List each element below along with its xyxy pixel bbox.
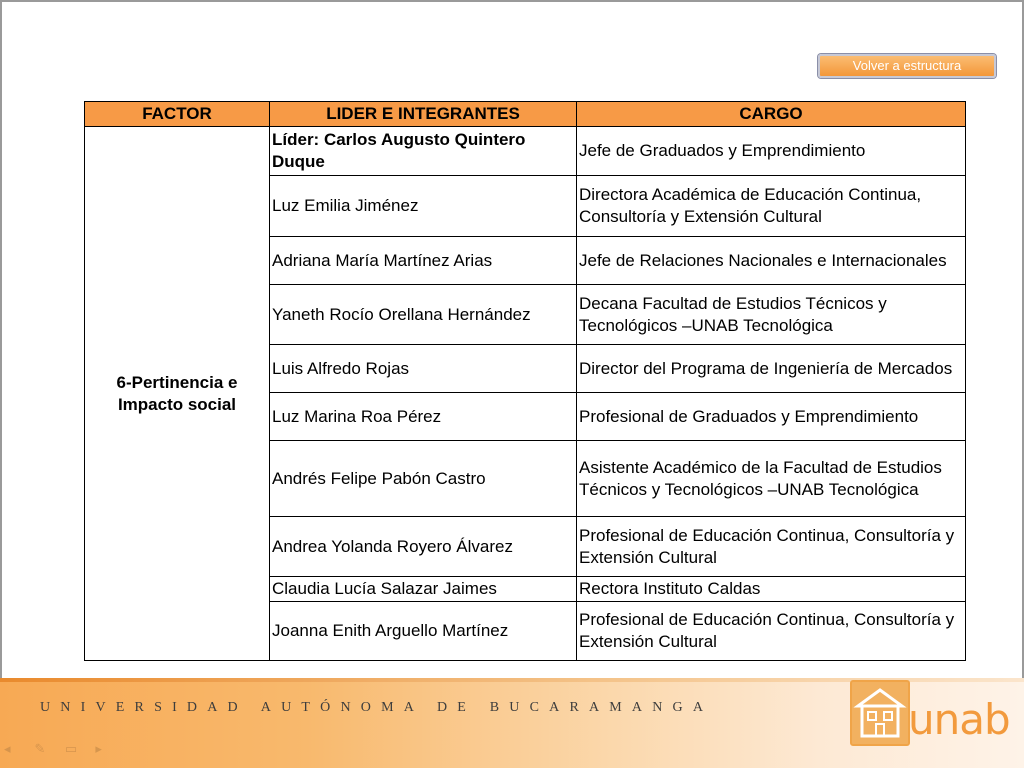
building-icon [850, 680, 910, 746]
member-name: Joanna Enith Arguello Martínez [270, 602, 577, 661]
member-role: Profesional de Graduados y Emprendimiento [577, 393, 966, 441]
header-members: LIDER E INTEGRANTES [270, 102, 577, 127]
member-name: Líder: Carlos Augusto Quintero Duque [270, 127, 577, 176]
member-role: Profesional de Educación Continua, Consultoría y Extensión Cultural [577, 602, 966, 661]
next-slide-icon[interactable]: ▸ [95, 741, 102, 756]
member-role: Asistente Académico de la Facultad de Estudios Técnicos y Tecnológicos –UNAB Tecnológica [577, 441, 966, 517]
member-role: Director del Programa de Ingeniería de Mercados [577, 345, 966, 393]
slideshow-nav [4, 740, 124, 760]
logo-wordmark: unab [908, 695, 1010, 744]
slide-border-top [0, 0, 1024, 2]
table-header-row [85, 102, 966, 127]
member-name: Andrés Felipe Pabón Castro [270, 441, 577, 517]
back-to-structure-button[interactable]: Volver a estructura [818, 54, 996, 78]
member-role: Jefe de Relaciones Nacionales e Internacionales [577, 237, 966, 285]
member-role: Rectora Instituto Caldas [577, 577, 966, 602]
member-name: Luis Alfredo Rojas [270, 345, 577, 393]
member-name: Claudia Lucía Salazar Jaimes [270, 577, 577, 602]
member-role: Profesional de Educación Continua, Consultoría y Extensión Cultural [577, 517, 966, 577]
header-role: CARGO [577, 102, 966, 127]
table-row [85, 127, 966, 176]
member-role: Jefe de Graduados y Emprendimiento [577, 127, 966, 176]
member-role: Decana Facultad de Estudios Técnicos y Tecnológicos –UNAB Tecnológica [577, 285, 966, 345]
menu-icon[interactable]: ▭ [64, 741, 78, 756]
member-name: Luz Marina Roa Pérez [270, 393, 577, 441]
previous-slide-icon[interactable]: ◂ [4, 741, 11, 756]
unab-logo [850, 680, 1010, 750]
factor-cell: 6-Pertinencia e Impacto social [85, 127, 270, 661]
committee-table [84, 101, 966, 661]
pen-icon[interactable]: ✎ [34, 741, 46, 756]
header-factor: FACTOR [85, 102, 270, 127]
slide-border-left [0, 0, 2, 678]
member-role: Directora Académica de Educación Continua, Consultoría y Extensión Cultural [577, 176, 966, 237]
member-name: Yaneth Rocío Orellana Hernández [270, 285, 577, 345]
member-name: Luz Emilia Jiménez [270, 176, 577, 237]
member-name: Andrea Yolanda Royero Álvarez [270, 517, 577, 577]
university-name: UNIVERSIDAD AUTÓNOMA DE BUCARAMANGA [40, 700, 714, 715]
member-name: Adriana María Martínez Arias [270, 237, 577, 285]
